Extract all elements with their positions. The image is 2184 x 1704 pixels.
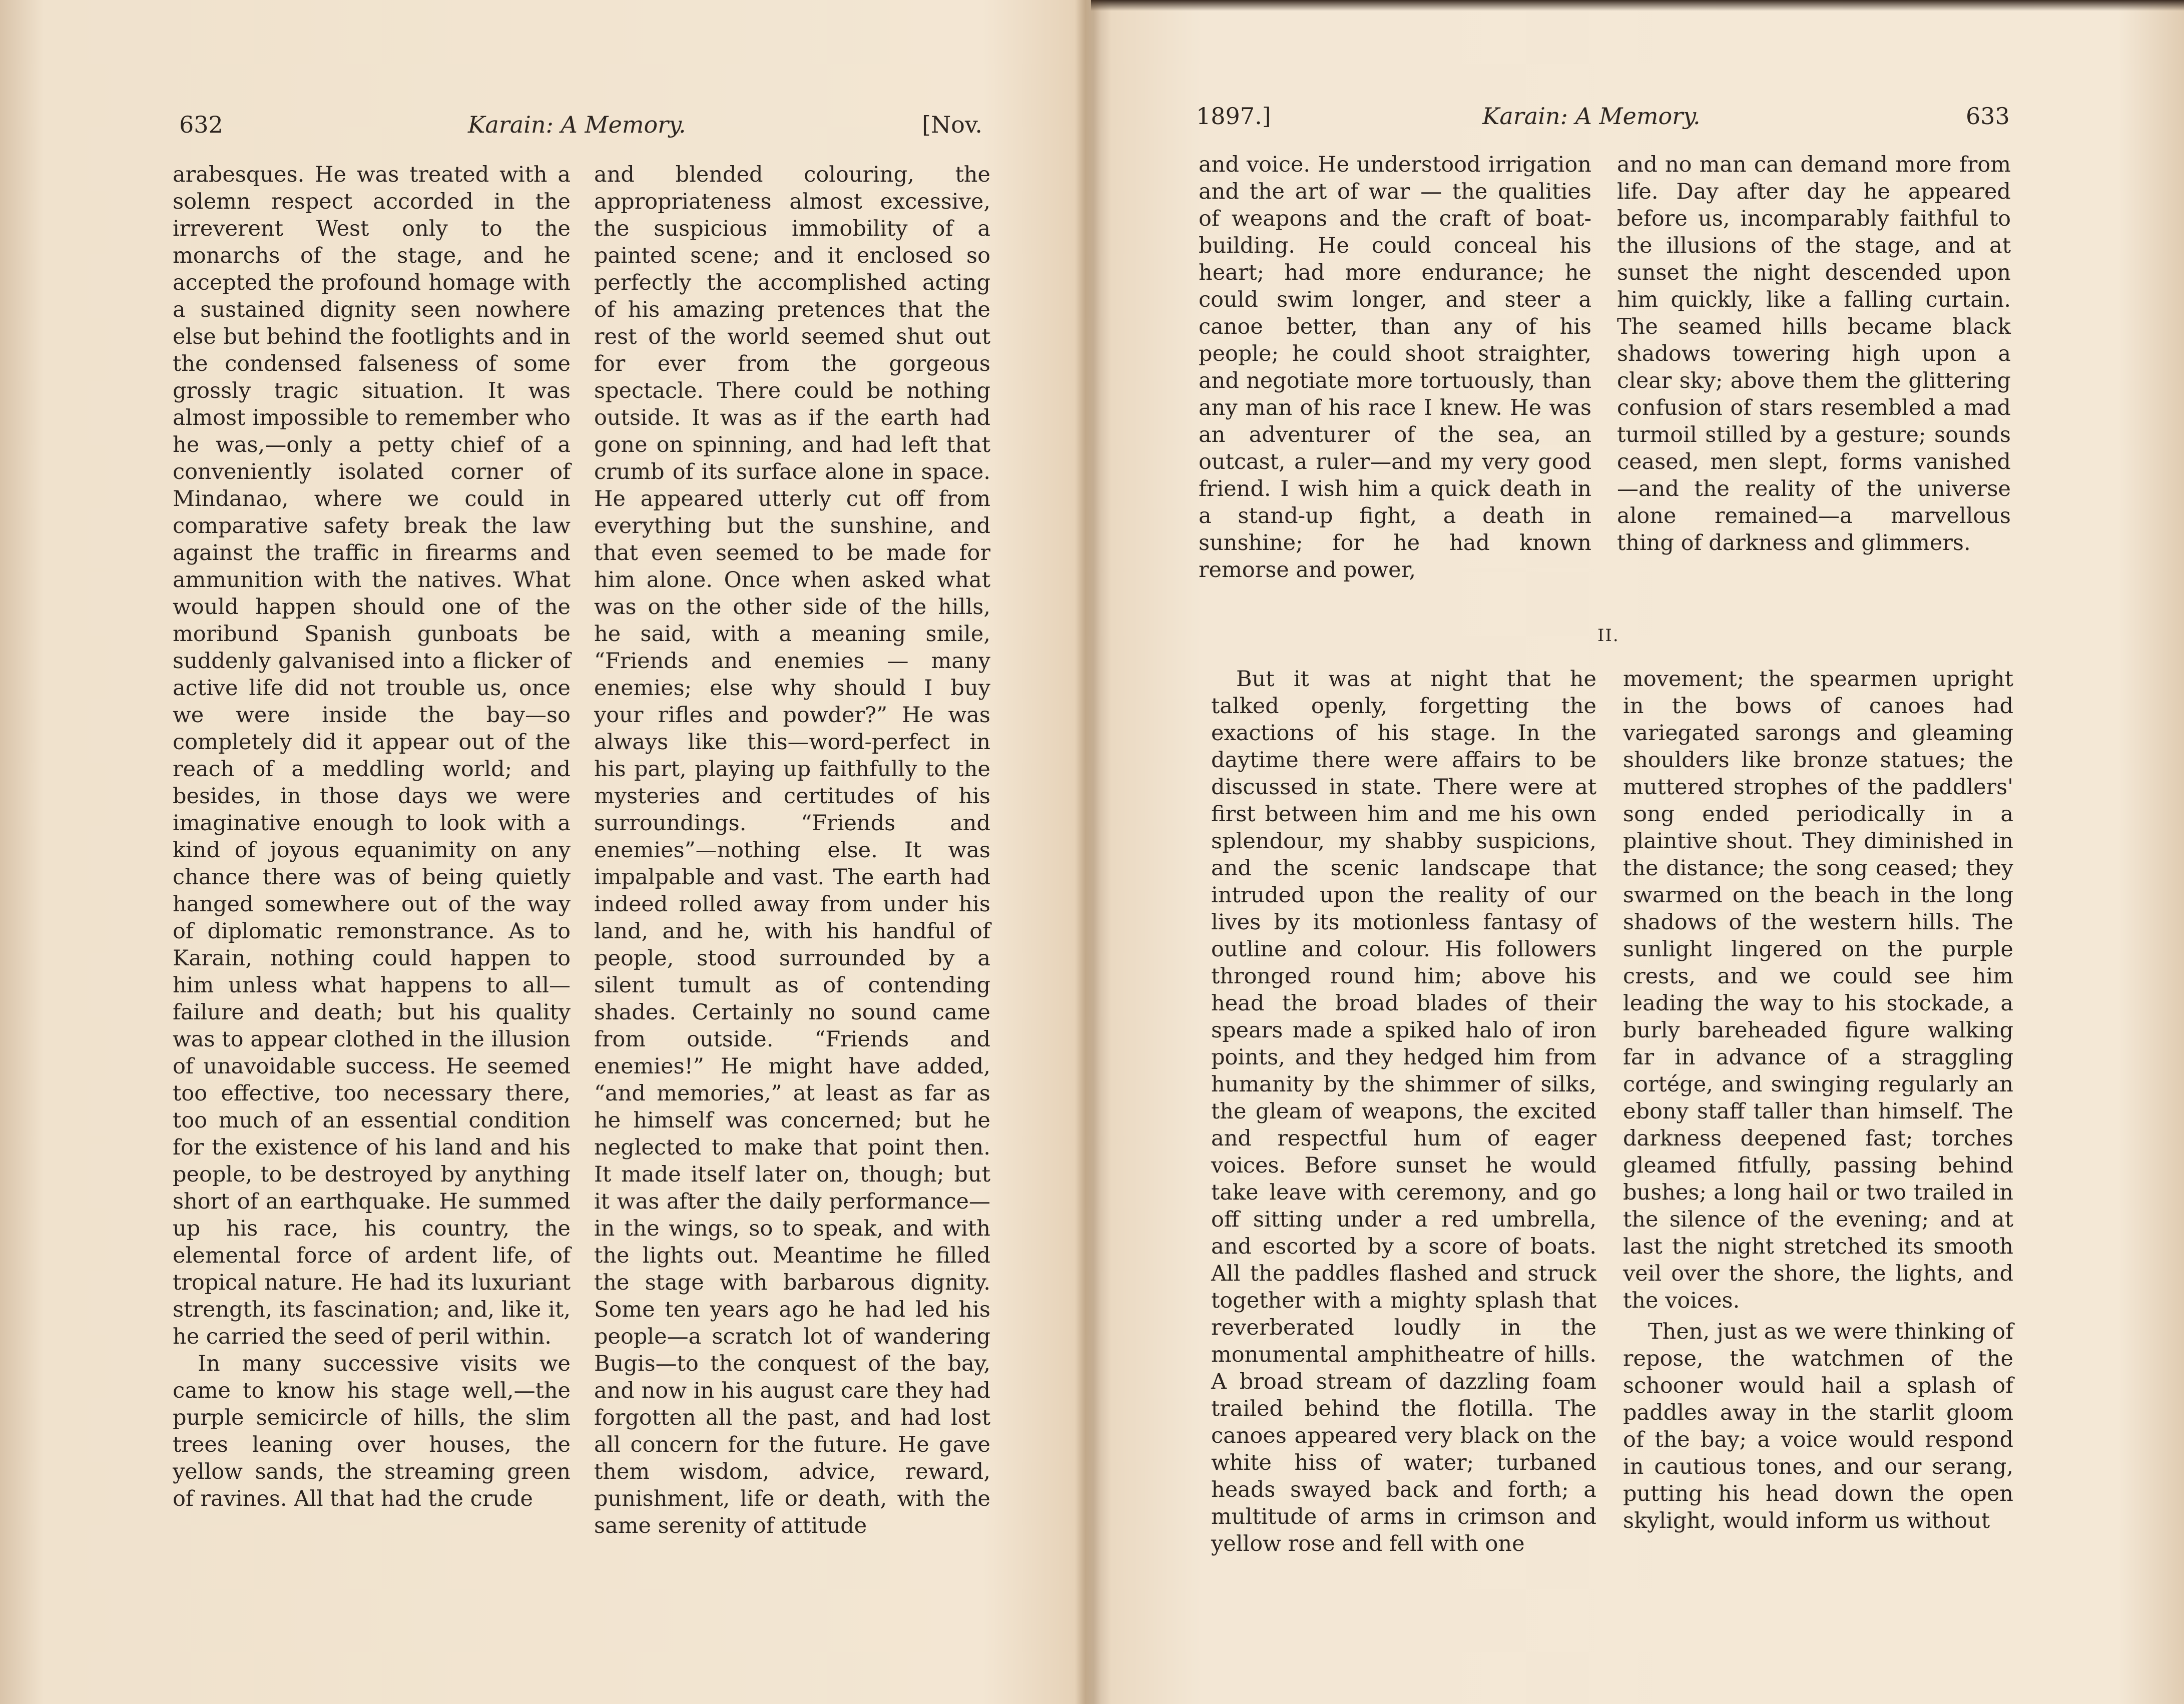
page-date: [Nov. (922, 111, 983, 138)
running-title: Karain: A Memory. (468, 111, 686, 138)
text-column (1211, 666, 1596, 1557)
text-column (1199, 151, 1591, 584)
page-number: 633 (1966, 103, 2010, 130)
page-number: 632 (179, 111, 223, 138)
running-title: Karain: A Memory. (1482, 103, 1701, 130)
right-page (1091, 0, 2184, 1704)
paragraph: But it was at night that he talked openly, forgetting the exactions of his stage. In the daytime there were affairs to be discussed in state. There were at first between him and me his own splendour, my shabby suspicions, and the scenic landscape that intruded upon the reality of our lives by its motionless fantasy of outline and colour. His followers thronged round him; above his head the broad blades of their spears made a spiked halo of iron points, and they hedged him from humanity by the shimmer of silks, the gleam of weapons, the excited and respectful hum of eager voices. Before sunset he would take leave with ceremony, and go off sitting under a red umbrella, and escorted by a score of boats. All the paddles flashed and struck together with a mighty splash that reverberated loudly in the monumental amphitheatre of hills. A broad stream of dazzling foam trailed behind the flotilla. The canoes appeared very black on the white hiss of water; turbaned heads swayed back and forth; a multitude of arms in crimson and yellow rose and fell with one (1211, 667, 1596, 1556)
paragraph: and voice. He understood irrigation and the art of war — the qualities of weapons and the craft of boat-building. He could conceal his heart; had more endurance; he could swim longer, and steer a canoe better, than any of his people; he could shoot straighter, and negotiate more tortuously, than any man of his race I knew. He was an adventurer of the sea, an outcast, a ruler—and my very good friend. I wish him a quick death in a stand-up fight, a death in sunshine; for he had known remorse and power, (1199, 152, 1591, 583)
paragraph: In many successive visits we came to know his stage well,—the purple semicircle of hills, the slim trees leaning over houses, the yellow sands, the streaming green of ravines. All that had the crude (173, 1351, 571, 1511)
paragraph: and blended colouring, the appropriateness almost excessive, the suspicious immobility of a painted scene; and it enclosed so perfectly the accomplished acting of his amazing pretences that the rest of the world seemed shut out for ever from the gorgeous spectacle. There could be nothing outside. It was as if the earth had gone on spinning, and had left that crumb of its surface alone in space. He appeared utterly cut off from everything but the sunshine, and that even seemed to be made for him alone. Once when asked what was on the other side of the hills, he said, with a meaning smile, “Friends and enemies — many enemies; else why should I buy your rifles and powder?” He was always like this—word-perfect in his part, playing up faithfully to the mysteries and certitudes of his surroundings. “Friends and enemies”—nothing else. It was impalpable and vast. The earth had indeed rolled away from under his land, and he, with his handful of people, stood surrounded by a silent tumult as of contending shades. Certainly no sound came from outside. “Friends and enemies!” He might have added, “and memories,” at least as far as he himself was concerned; but he neglected to make that point then. It made itself later on, though; but it was after the daily performance—in the wings, so to speak, and with the lights out. Meantime he filled the stage with barbarous dignity. Some ten years ago he had led his people—a scratch lot of wandering Bugis—to the conquest of the bay, and now in his august care they had forgotten all the past, and had lost all concern for the future. He gave them wisdom, advice, reward, punishment, life or death, with the same serenity of attitude (594, 162, 990, 1538)
paragraph: Then, just as we were thinking of repose, the watchmen of the schooner would hail a splash of paddles away in the starlit gloom of the bay; a voice would respond in cautious tones, and our serang, putting his head down the open skylight, would inform us without (1623, 1319, 2013, 1533)
left-page (0, 0, 1091, 1704)
page-date: 1897.] (1196, 103, 1271, 130)
text-column (1623, 666, 2013, 1534)
section-heading: II. (1597, 626, 1619, 646)
paragraph: movement; the spearmen upright in the bows of canoes had variegated sarongs and gleaming shoulders like bronze statues; the muttered strophes of the paddlers' song ended periodically in a plaintive shout. They diminished in the distance; the song ceased; they swarmed on the beach in the long shadows of the western hills. The sunlight lingered on the purple crests, and we could see him leading the way to his stockade, a burly bareheaded figure walking far in advance of a straggling cortége, and swinging regularly an ebony staff taller than himself. The darkness deepened fast; torches gleamed fitfully, passing behind bushes; a long hail or two trailed in the silence of the evening; and at last the night stretched its smooth veil over the shore, the lights, and the voices. (1623, 667, 2013, 1313)
paragraph: arabesques. He was treated with a solemn respect accorded in the irreverent West only to the monarchs of the stage, and he accepted the profound homage with a sustained dignity seen nowhere else but behind the footlights and in the condensed falseness of some grossly tragic situation. It was almost impossible to remember who he was,—only a petty chief of a conveniently isolated corner of Mindanao, where we could in comparative safety break the law against the traffic in firearms and ammunition with the natives. What would happen should one of the moribund Spanish gunboats be suddenly galvanised into a flicker of active life did not trouble us, once we were inside the bay—so completely did it appear out of the reach of a meddling world; and besides, in those days we were imaginative enough to look with a kind of joyous equanimity on any chance there was of being quietly hanged somewhere out of the way of diplomatic remonstrance. As to Karain, nothing could happen to him unless what happens to all—failure and death; but his quality was to appear clothed in the illusion of unavoidable success. He seemed too effective, too necessary there, too much of an essential condition for the existence of his land and his people, to be destroyed by anything short of an earthquake. He summed up his race, his country, the elemental force of ardent life, of tropical nature. He had its luxuriant strength, its fascination; and, like it, he carried the seed of peril within. (173, 162, 571, 1349)
text-column (173, 161, 571, 1512)
text-column (1617, 151, 2011, 556)
text-column (594, 161, 990, 1539)
paragraph: and no man can demand more from life. Day after day he appeared before us, incomparably faithful to the illusions of the stage, and at sunset the night descended upon him quickly, like a falling curtain. The seamed hills became black shadows towering high upon a clear sky; above them the glittering confusion of stars resembled a mad turmoil stilled by a gesture; sounds ceased, men slept, forms vanished—and the reality of the universe alone remained—a marvellous thing of darkness and glimmers. (1617, 152, 2011, 555)
